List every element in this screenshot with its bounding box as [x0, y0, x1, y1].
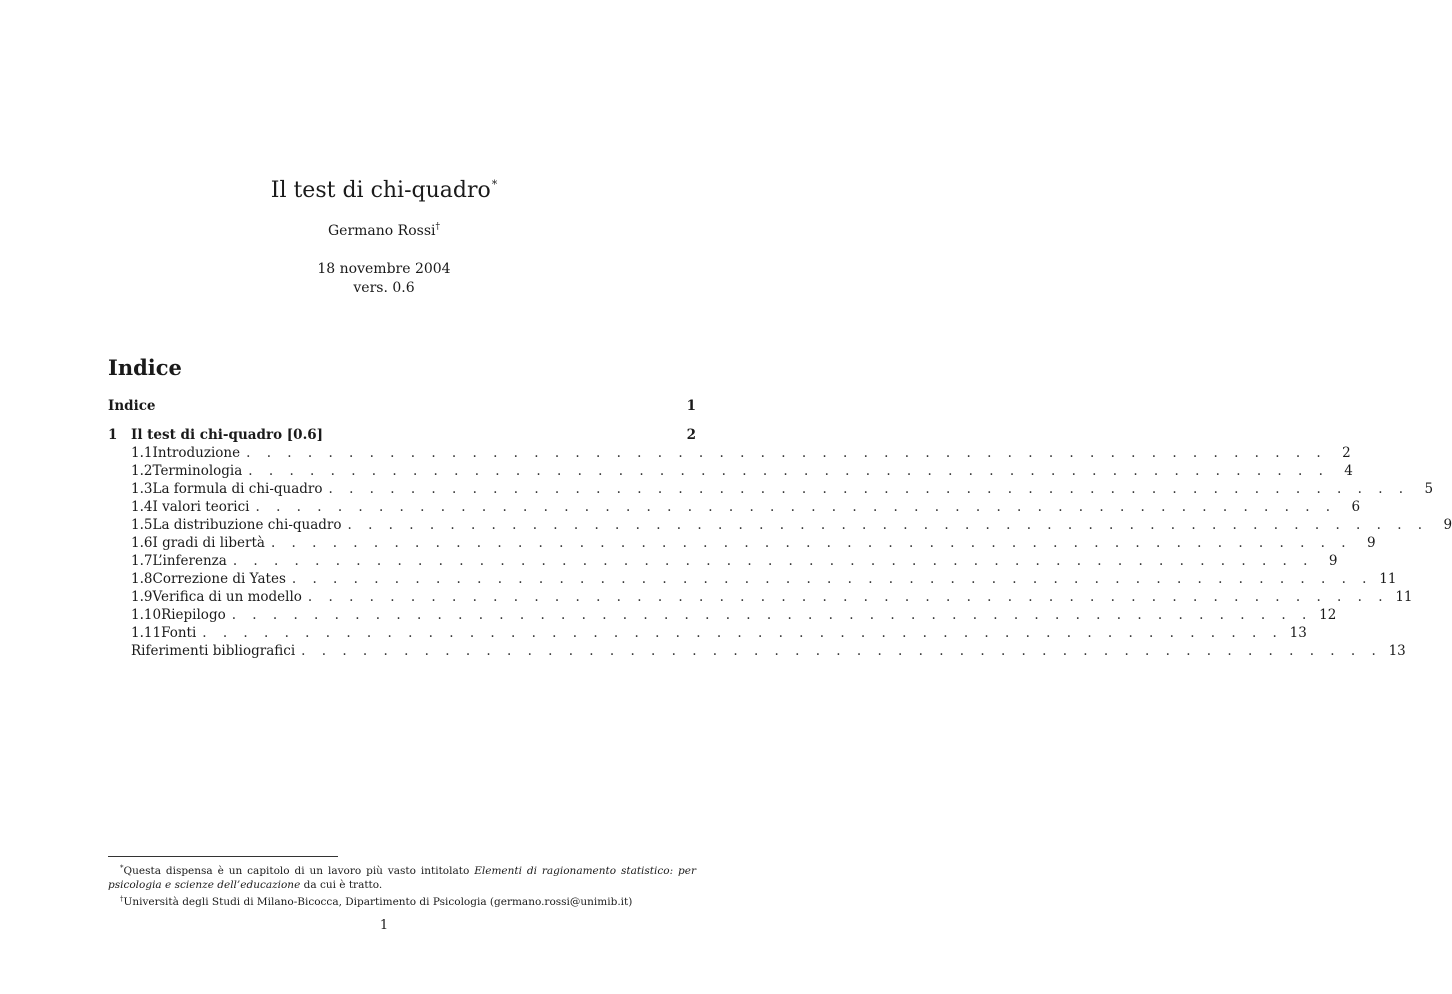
- toc-entry[interactable]: [108, 607, 1337, 625]
- toc-label: La formula di chi-quadro: [152, 481, 323, 497]
- toc-number: 1: [108, 427, 118, 443]
- footnotes: [108, 861, 696, 909]
- toc-entry[interactable]: [108, 571, 1397, 589]
- toc-entry[interactable]: [108, 625, 1307, 643]
- toc-leader: . . . . . . . . . . . . . . . . . . . . . . . . . . . . . . . . . . . . . . . . . . . . . . . . . . . . .: [255, 499, 1337, 515]
- toc-page: 6: [1351, 499, 1361, 515]
- toc-entry-chapter-1[interactable]: [108, 427, 696, 445]
- toc-label: L’inferenza: [152, 553, 227, 569]
- toc-label: Terminologia: [152, 463, 243, 479]
- toc-entry[interactable]: [108, 463, 1353, 481]
- toc-entry[interactable]: [108, 481, 1434, 499]
- title-footnote-mark: *: [491, 178, 498, 191]
- toc-page: 1: [686, 398, 696, 414]
- toc-entry-indice[interactable]: [108, 398, 696, 416]
- toc-number: 1.11: [131, 625, 162, 641]
- footnote-2-text: Università degli Studi di Milano-Bicocca, Dipartimento di Psicologia (germano.rossi@unimib.it): [123, 896, 633, 908]
- toc-leader: . . . . . . . . . . . . . . . . . . . . . . . . . . . . . . . . . . . . . . . . . . . . . . . . . . . . .: [231, 607, 1313, 623]
- author-footnote-mark: †: [435, 222, 440, 232]
- author-name: Germano Rossi: [328, 223, 436, 239]
- toc-entry[interactable]: [108, 535, 1376, 553]
- toc-page: 11: [1379, 571, 1397, 587]
- toc-number: 1.7: [131, 553, 153, 569]
- toc-entry[interactable]: [108, 499, 1361, 517]
- document-date: 18 novembre 2004: [317, 261, 451, 277]
- toc-label: I valori teorici: [152, 499, 250, 515]
- toc-page: 13: [1289, 625, 1307, 641]
- toc-page: 2: [686, 427, 696, 443]
- toc-number: 1.4: [131, 499, 153, 515]
- footnote-2-mark: †: [120, 895, 124, 903]
- index-heading: Indice: [108, 355, 182, 380]
- toc-number: 1.5: [131, 517, 153, 533]
- author-line: [0, 222, 768, 239]
- toc-page: 5: [1424, 481, 1434, 497]
- toc-leader: . . . . . . . . . . . . . . . . . . . . . . . . . . . . . . . . . . . . . . . . . . . . . . . . . . . . .: [291, 571, 1373, 587]
- toc-label: Riferimenti bibliografici: [131, 643, 296, 659]
- toc-leader: . . . . . . . . . . . . . . . . . . . . . . . . . . . . . . . . . . . . . . . . . . . . . . . . . . . . .: [202, 625, 1283, 641]
- toc-number: 1.2: [131, 463, 153, 479]
- toc-page: 13: [1388, 643, 1406, 659]
- toc-number: 1.9: [131, 589, 153, 605]
- footnote-divider: [108, 856, 338, 857]
- footnote-1-text-b: da cui è tratto.: [300, 879, 383, 891]
- toc-number: 1.10: [131, 607, 162, 623]
- toc-leader: . . . . . . . . . . . . . . . . . . . . . . . . . . . . . . . . . . . . . . . . . . . . . . . . . . . . .: [307, 589, 1389, 605]
- toc-label: I gradi di libertà: [152, 535, 265, 551]
- toc-number: 1.1: [131, 445, 153, 461]
- toc-label: Fonti: [161, 625, 197, 641]
- toc-page: 9: [1366, 535, 1376, 551]
- toc-entry[interactable]: [108, 553, 1338, 571]
- toc-label: Indice: [108, 398, 156, 414]
- toc-label: Correzione di Yates: [152, 571, 286, 587]
- toc-label: Introduzione: [152, 445, 241, 461]
- title-text: Il test di chi-quadro: [270, 178, 491, 203]
- toc-entry[interactable]: [108, 517, 1452, 535]
- toc-page: 2: [1342, 445, 1351, 461]
- toc-label: Verifica di un modello: [152, 589, 302, 605]
- footnote-1-text-a: Questa dispensa è un capitolo di un lavoro più vasto intitolato: [123, 865, 475, 877]
- toc-number: 1.6: [131, 535, 153, 551]
- footnote-1-mark: *: [120, 864, 124, 872]
- toc-entry[interactable]: [108, 589, 1413, 607]
- toc-leader: . . . . . . . . . . . . . . . . . . . . . . . . . . . . . . . . . . . . . . . . . . . . . . . . . . . . .: [246, 445, 1327, 461]
- toc-page: 12: [1319, 607, 1337, 623]
- toc-page: 11: [1395, 589, 1413, 605]
- toc-page: 9: [1328, 553, 1338, 569]
- toc-page: 4: [1344, 463, 1353, 479]
- toc-page: 9: [1443, 517, 1452, 533]
- footnote-1: [108, 861, 696, 892]
- toc-entry-references[interactable]: [108, 643, 1406, 661]
- toc-label: Riepilogo: [161, 607, 226, 623]
- toc-leader: . . . . . . . . . . . . . . . . . . . . . . . . . . . . . . . . . . . . . . . . . . . . . . . . . . . . .: [270, 535, 1352, 551]
- toc-entry[interactable]: [108, 445, 1351, 463]
- toc-number: 1.8: [131, 571, 153, 587]
- toc-label: La distribuzione chi-quadro: [152, 517, 342, 533]
- toc-leader: . . . . . . . . . . . . . . . . . . . . . . . . . . . . . . . . . . . . . . . . . . . . . . . . . . . . .: [248, 463, 1329, 479]
- document-title: [0, 172, 768, 204]
- toc-number: 1.3: [131, 481, 153, 497]
- toc-leader: . . . . . . . . . . . . . . . . . . . . . . . . . . . . . . . . . . . . . . . . . . . . . . . . . . . . .: [328, 481, 1410, 497]
- toc-label: Il test di chi-quadro [0.6]: [131, 427, 324, 443]
- page-number: 1: [379, 918, 389, 933]
- footnote-2: [108, 892, 696, 909]
- toc-leader: . . . . . . . . . . . . . . . . . . . . . . . . . . . . . . . . . . . . . . . . . . . . . . . . . . . . .: [232, 553, 1314, 569]
- footnote-1-book-title: Elementi di ragionamento statistico: per psicologia e scienze dell’educazione: [108, 865, 696, 891]
- toc-leader: . . . . . . . . . . . . . . . . . . . . . . . . . . . . . . . . . . . . . . . . . . . . . . . . . . . . .: [347, 517, 1429, 533]
- document-version: vers. 0.6: [353, 280, 415, 296]
- toc-leader: . . . . . . . . . . . . . . . . . . . . . . . . . . . . . . . . . . . . . . . . . . . . . . . . . . . . .: [301, 643, 1382, 659]
